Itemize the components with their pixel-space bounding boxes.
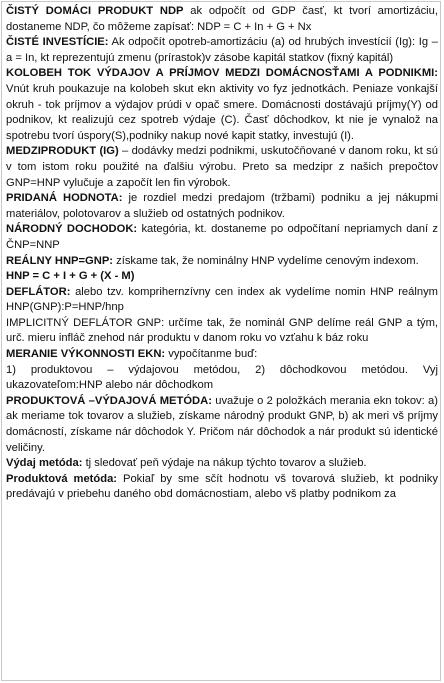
- paragraph-cisty-domaci-produkt: [6, 4, 438, 35]
- formula: HNP = C + I + G + (X - M): [6, 270, 135, 283]
- paragraph-metody-list: [6, 363, 438, 394]
- paragraph-text: získame tak, že nominálny HNP vydelíme cenovým indexom.: [113, 254, 419, 267]
- term-heading: MERANIE VÝKONNOSTI EKN:: [6, 348, 166, 361]
- paragraph-text: 1) produktovou – výdajovou metódou, 2) dôchodkovou metódou. Vyj ukazovateľom:HNP alebo nár dôchodkom: [6, 363, 438, 392]
- paragraph-text: ak odpočít od GDP časť, kt tvorí amortizáciu, dostaneme NDP, čo môžeme zapísať: NDP = C + In + G + Nx: [6, 5, 438, 33]
- term-heading: PRIDANÁ HODNOTA:: [6, 192, 123, 205]
- term-heading: Výdaj metóda:: [6, 457, 83, 470]
- paragraph-text: je rozdiel medzi predajom (tržbami) podniku a jej nákupmi materiálov, polotovarov a služieb od ostatných podnikov.: [6, 192, 439, 220]
- term-heading: ČISTÉ INVESTÍCIE:: [6, 36, 109, 49]
- paragraph-text: kategória, kt. dostaneme po odpočítaní nepriamych daní z ČNP=NNP: [6, 223, 438, 251]
- paragraph-ciste-investicie: [6, 35, 438, 66]
- paragraph-text: IMPLICITNÝ DEFLÁTOR GNP: určíme tak, že nominál GNP delíme reál GNP a tým, urč. mieru infláč znehod nár produktu v danom roku vo vzťahu k báz roku: [6, 316, 438, 345]
- term-heading: REÁLNY HNP=GNP:: [6, 254, 114, 267]
- term-heading: KOLOBEH TOK VÝDAJOV A PRÍJMOV MEDZI DOMÁCNOSŤAMI A PODNIKMI:: [6, 67, 438, 80]
- paragraph-text: uvažuje o 2 položkách merania ekn tokov: a) ak meriame tok tovarov a služieb, získame národný produkt GNP, b) ak meri vš príjmy domácností, získame nár dôchodok Y. Pričom nár dôchodok a nár produkt sú identické veličiny.: [6, 394, 438, 454]
- paragraph-implicitny-deflator: [6, 316, 438, 347]
- paragraph-produktova-metoda: [6, 472, 438, 503]
- term-heading: ČISTÝ DOMÁCI PRODUKT NDP: [6, 5, 184, 17]
- paragraph-text: Pokiaľ by sme sčít hodnotu vš tovarová služieb, kt podniky predávajú v priebehu daného obd domácnostiam, alebo vš platby podnikom za: [6, 472, 438, 501]
- paragraph-text: Vnút kruh poukazuje na kolobeh skut ekn aktivity vo fyz jednotkách. Peniaze vonkajší okruh - tok príjmov a výdajov prúdi v opač smere. Domácnosti dostávajú príjmy(Y) od podnikov, kt realizujú cez spotreb výdaje (C). Časť dôchodkov, kt nie je vynalož na spotrebu tvorí úspory(S),podniky nakup nové kapit statky, investujú (I).: [6, 82, 438, 142]
- term-heading: MEDZIPRODUKT (IG): [6, 145, 119, 158]
- document-body: [6, 4, 438, 503]
- paragraph-meranie-vykonnosti: [6, 347, 438, 363]
- term-heading: DEFLÁTOR:: [6, 285, 71, 298]
- term-heading: PRODUKTOVÁ –VÝDAJOVÁ METÓDA:: [6, 394, 212, 407]
- paragraph-deflator: [6, 285, 438, 316]
- paragraph-realny-hnp: [6, 254, 438, 270]
- paragraph-medziprodukt: [6, 144, 438, 191]
- paragraph-produktova-vydajova: [6, 394, 438, 456]
- document-page: [1, 1, 441, 681]
- paragraph-text: Ak odpočít opotreb-amortizáciu (a) od hrubých investícií (Ig): Ig – a = In, kt reprezentujú zmenu (prírastok)v zásobe kapitál statkov (fixný kapitál): [6, 36, 438, 64]
- term-heading: NÁRODNÝ DOCHODOK:: [6, 223, 138, 236]
- paragraph-text: vypočítanme buď:: [165, 348, 258, 361]
- paragraph-vydaj-metoda: [6, 456, 438, 472]
- paragraph-kolobeh: [6, 66, 438, 144]
- paragraph-text: – dodávky medzi podnikmi, uskutočňované v danom roku, kt sú v tom istom roku použité na ďalšiu výrobu. Preto sa medzipr z našich prepočtov GNP=HNP vylučuje a započít len fin výrobok.: [6, 145, 438, 189]
- term-heading: Produktová metóda:: [6, 472, 118, 485]
- paragraph-text: alebo tzv. komprihernzívny cen index ak vydelíme nomin HNP reálnym HNP(GNP):P=HNP/hnp: [6, 285, 438, 314]
- paragraph-narodny-dochodok: [6, 222, 438, 253]
- paragraph-pridana-hodnota: [6, 191, 438, 222]
- paragraph-text: tj sledovať peň výdaje na nákup týchto tovarov a služieb.: [82, 457, 367, 470]
- paragraph-hnp-formula: [6, 269, 438, 285]
